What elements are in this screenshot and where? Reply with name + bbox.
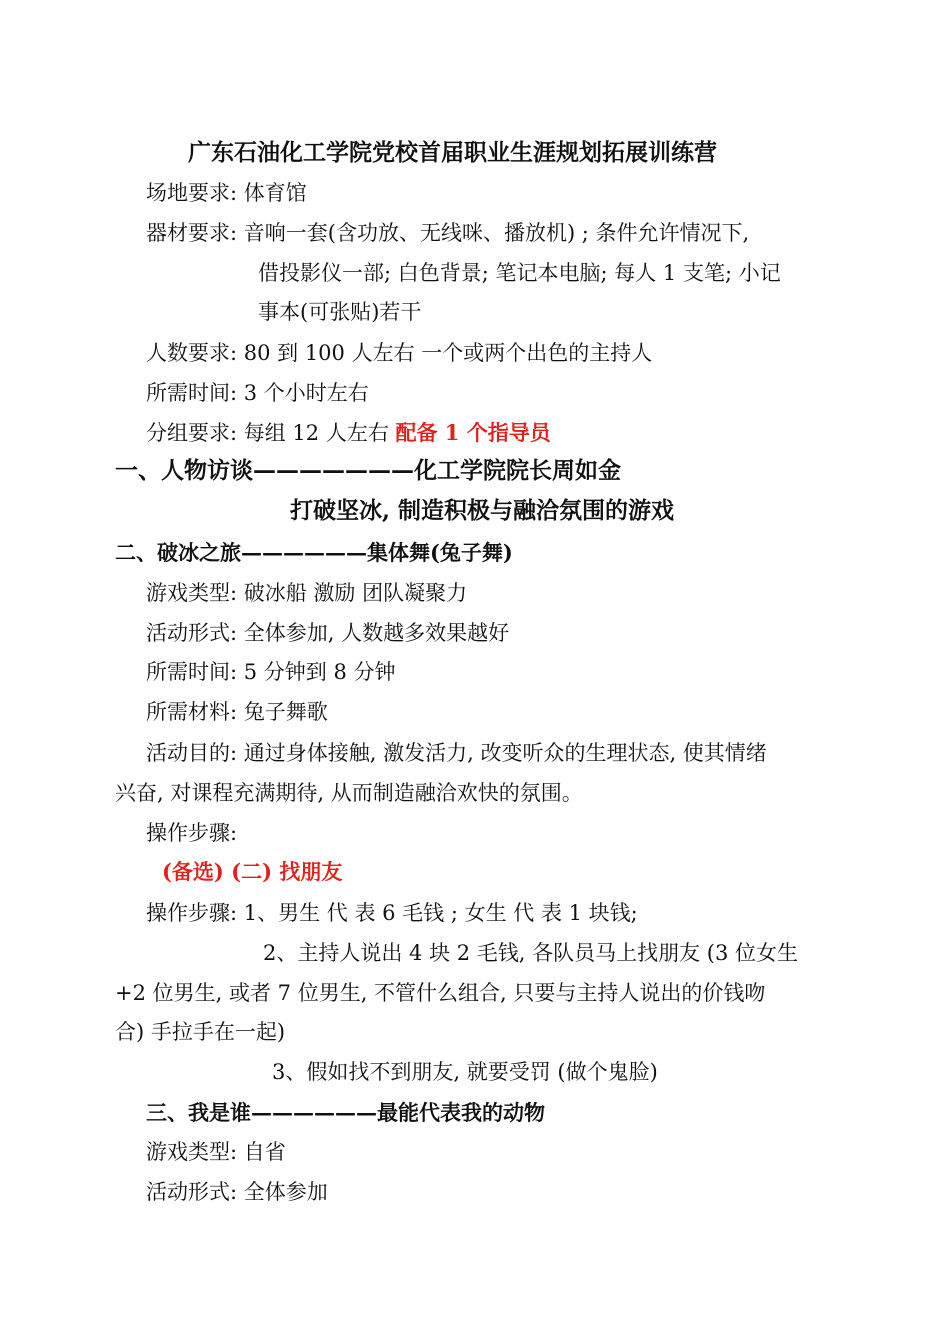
step-2-cont: 合) 手拉手在一起) <box>115 1020 286 1044</box>
people-requirement: 人数要求: 80 到 100 人左右 一个或两个出色的主持人 <box>146 341 653 365</box>
time-needed: 所需时间: 5 分钟到 8 分钟 <box>146 660 396 684</box>
venue-requirement: 场地要求: 体育馆 <box>146 181 307 205</box>
step-2: 2、主持人说出 4 块 2 毛钱, 各队员马上找朋友 (3 位女生 <box>263 941 799 965</box>
step-2-cont: +2 位男生, 或者 7 位男生, 不管什么组合, 只要与主持人说出的价钱吻 <box>115 981 766 1005</box>
steps-label: 操作步骤: <box>146 821 238 845</box>
section-3-heading: 三、我是谁——————最能代表我的动物 <box>146 1100 545 1125</box>
section-1-heading: 一、人物访谈———————化工学院院长周如金 <box>115 457 621 484</box>
activity-form: 活动形式: 全体参加 <box>146 1180 328 1204</box>
activity-purpose-cont: 兴奋, 对课程充满期待, 从而制造融洽欢快的氛围。 <box>115 781 583 805</box>
group-requirement-text: 分组要求: 每组 12 人左右 <box>146 421 396 445</box>
step-1: 操作步骤: 1、男生 代 表 6 毛钱 ; 女生 代 表 1 块钱; <box>146 901 638 925</box>
step-3: 3、假如找不到朋友, 就要受罚 (做个鬼脸) <box>272 1060 658 1084</box>
group-requirement-highlight: 配备 1 个指导员 <box>395 420 551 445</box>
equipment-requirement-cont: 事本(可张贴)若干 <box>258 300 422 324</box>
materials-needed: 所需材料: 兔子舞歌 <box>146 700 328 724</box>
section-2-heading: 二、破冰之旅——————集体舞(兔子舞) <box>115 540 513 565</box>
alternative-game-heading: (备选) (二) 找朋友 <box>162 859 343 884</box>
document-title: 广东石油化工学院党校首届职业生涯规划拓展训练营 <box>188 139 717 166</box>
game-type: 游戏类型: 破冰船 激励 团队凝聚力 <box>146 581 468 605</box>
game-type: 游戏类型: 自省 <box>146 1140 286 1164</box>
activity-purpose: 活动目的: 通过身体接触, 激发活力, 改变听众的生理状态, 使其情绪 <box>146 741 767 765</box>
section-1-subheading: 打破坚冰, 制造积极与融洽氛围的游戏 <box>290 497 675 524</box>
group-requirement <box>146 418 551 448</box>
equipment-requirement: 器材要求: 音响一套(含功放、无线咪、播放机) ; 条件允许情况下, <box>146 221 750 245</box>
time-requirement: 所需时间: 3 个小时左右 <box>146 381 369 405</box>
activity-form: 活动形式: 全体参加, 人数越多效果越好 <box>146 621 510 645</box>
equipment-requirement-cont: 借投影仪一部; 白色背景; 笔记本电脑; 每人 1 支笔; 小记 <box>258 261 781 285</box>
